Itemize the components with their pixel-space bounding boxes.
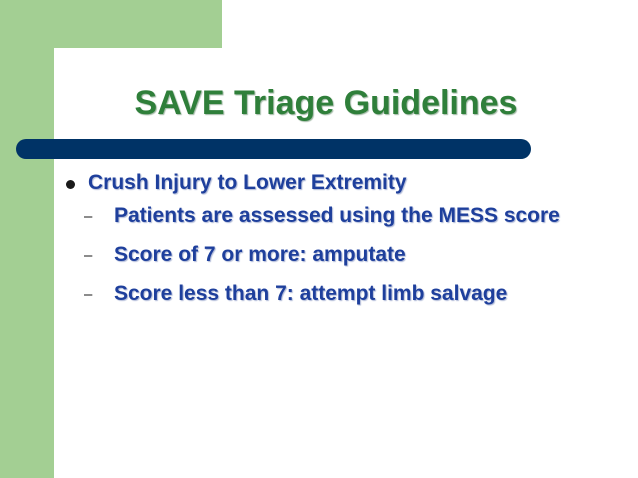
sub-bullet-text: Score of 7 or more: amputate bbox=[114, 243, 406, 266]
dash-bullet-icon: – bbox=[84, 208, 93, 225]
dash-bullet-icon: – bbox=[84, 286, 93, 303]
round-bullet-icon bbox=[66, 180, 75, 189]
bullet-text: Crush Injury to Lower Extremity bbox=[88, 171, 407, 194]
sub-bullet-item bbox=[84, 202, 606, 232]
title-underline-bar bbox=[16, 139, 531, 159]
slide-title: SAVE Triage Guidelines bbox=[134, 84, 518, 122]
decorative-green-strip bbox=[0, 0, 54, 478]
decorative-green-block bbox=[0, 0, 222, 48]
dash-bullet-icon: – bbox=[84, 247, 93, 264]
bullet-item bbox=[66, 168, 606, 198]
sub-bullet-text: Patients are assessed using the MESS score bbox=[114, 204, 560, 227]
slide-content bbox=[66, 168, 606, 319]
sub-bullet-text: Score less than 7: attempt limb salvage bbox=[114, 282, 508, 305]
sub-bullet-list bbox=[66, 202, 606, 310]
sub-bullet-item bbox=[84, 241, 606, 271]
sub-bullet-item bbox=[84, 280, 606, 310]
